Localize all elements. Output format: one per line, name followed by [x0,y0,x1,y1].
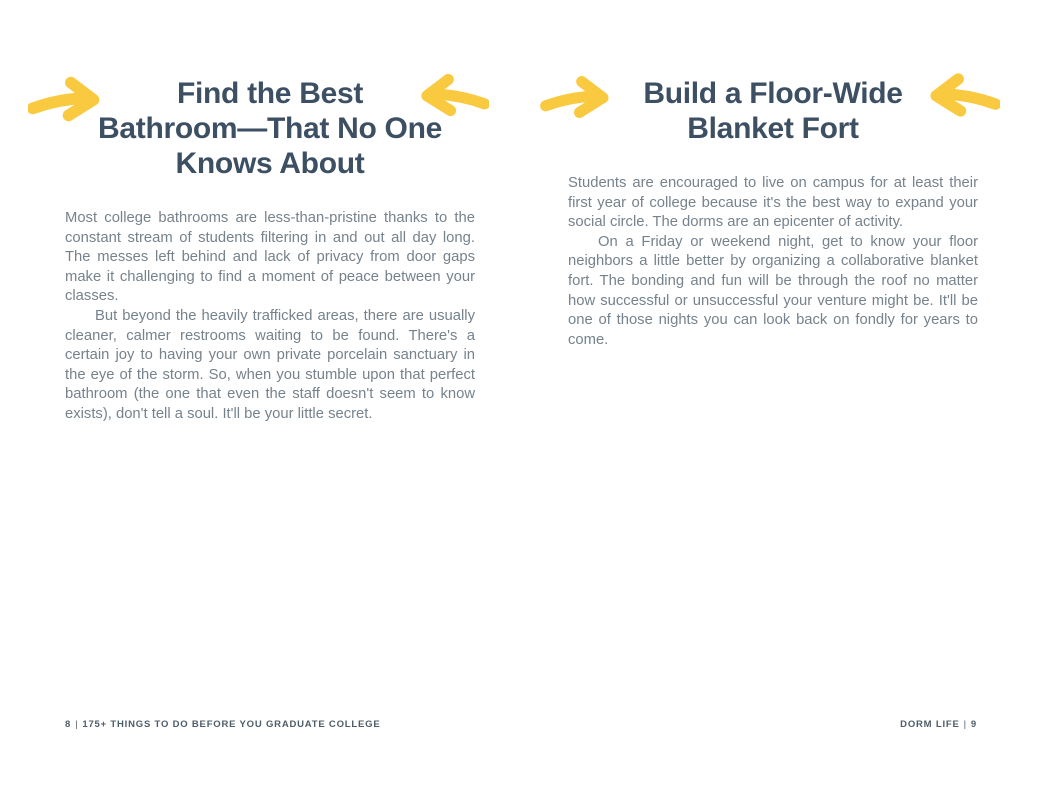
section-label: DORM LIFE [900,719,960,730]
page-left [65,0,475,425]
footer-left [65,719,380,730]
page-number: 9 [970,719,977,730]
footer-right [900,719,977,730]
footer-separator: | [75,719,79,730]
footer-separator: | [963,719,967,730]
paragraph: Most college bathrooms are less-than-pristine thanks to the constant stream of students filtering in and out all day long. The messes left behind and lack of privacy from door gaps make it challenging to find a moment of peace between your classes. [65,210,475,305]
page-title [65,0,475,181]
paragraph: On a Friday or weekend night, get to know your floor neighbors a little better by organizing a collaborative blanket fort. The bonding and fun will be through the roof no matter how successful or unsuccessful your venture might be. It'll be one of those nights you can look back on fondly for years to come. [568,233,978,348]
title-line: Bathroom—That No One [98,112,442,145]
title-line: Find the Best [176,77,364,110]
body-text [568,174,978,350]
title-line: Knows About [175,147,365,180]
book-title: 175+ THINGS TO DO BEFORE YOU GRADUATE COLLEGE [82,719,381,730]
body-text [65,209,475,425]
title-line: Build a Floor-Wide [643,77,903,110]
page-right [568,0,978,350]
paragraph: But beyond the heavily trafficked areas, there are usually cleaner, calmer restrooms waiting to be found. There's a certain joy to having your own private porcelain sanctuary in the eye of the storm. So, when you stumble upon that perfect bathroom (the one that even the staff doesn't seem to know exists), don't tell a soul. It'll be your little secret. [65,307,475,422]
title-line: Blanket Fort [687,112,859,145]
page-title [568,0,978,146]
page-number: 8 [65,719,72,730]
paragraph: Students are encouraged to live on campus for at least their first year of college because it's the best way to expand your social circle. The dorms are an epicenter of activity. [568,175,978,231]
